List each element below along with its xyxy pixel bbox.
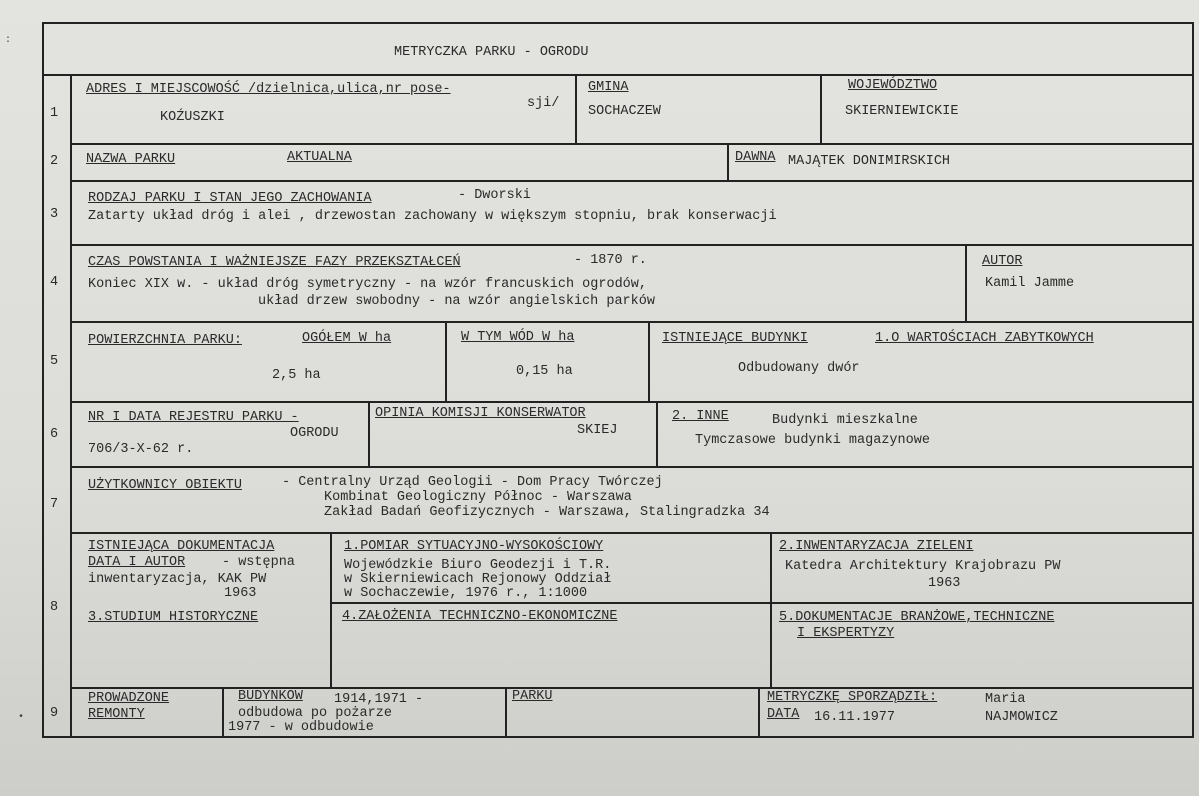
row-number-2: 2: [50, 154, 59, 169]
existing-buildings-label: ISTNIEJĄCE BUDYNKI: [662, 331, 808, 346]
prepared-by-value-2: NAJMOWICZ: [985, 710, 1058, 725]
former-name-value: MAJĄTEK DONIMIRSKICH: [788, 154, 951, 169]
address-label: ADRES I MIEJSCOWOŚĆ /dzielnica,ulica,nr pose-: [86, 82, 451, 97]
greenery-inventory-line-2: 1963: [928, 576, 961, 591]
documentation-label: ISTNIEJĄCA DOKUMENTACJA: [88, 539, 275, 554]
prepared-by-label: METRYCZKĘ SPORZĄDZIŁ:: [767, 690, 938, 705]
users-label: UŻYTKOWNICY OBIEKTU: [88, 478, 242, 493]
row-number-9: 9: [50, 706, 59, 721]
buildings-repairs-line-1: 1914,1971 -: [334, 692, 424, 707]
greenery-inventory-line-1: Katedra Architektury Krajobrazu PW: [785, 559, 1061, 574]
row-number-6: 6: [50, 427, 59, 442]
author-value: Kamil Jamme: [985, 276, 1075, 291]
historical-study-label: 3.STUDIUM HISTORYCZNE: [88, 610, 259, 625]
park-repairs-label: PARKU: [512, 689, 553, 704]
divider: [70, 401, 1194, 403]
divider: [330, 602, 1194, 604]
prepared-by-value-1: Maria: [985, 692, 1026, 707]
divider: [70, 532, 1194, 534]
conservator-opinion-label: OPINIA KOMISJI KONSERWATOR: [375, 406, 586, 421]
divider: [648, 321, 650, 401]
divider: [445, 321, 447, 401]
survey-line-1: Wojewódzkie Biuro Geodezji i T.R.: [344, 558, 612, 573]
row-number-8: 8: [50, 600, 59, 615]
divider: [70, 466, 1194, 468]
date-label: DATA: [767, 707, 800, 722]
voivodeship-value: SKIERNIEWICKIE: [845, 104, 959, 119]
form-title: METRYCZKA PARKU - OGRODU: [394, 45, 589, 60]
history-line-1: Koniec XIX w. - układ dróg symetryczny - na wzór francuskich ogrodów,: [88, 277, 647, 292]
buildings-repairs-label: BUDYNKÓW: [238, 689, 303, 704]
divider: [575, 74, 577, 143]
divider: [505, 687, 507, 738]
other-buildings-label: 2. INNE: [672, 409, 729, 424]
area-label: POWIERZCHNIA PARKU:: [88, 333, 242, 348]
divider: [70, 321, 1194, 323]
row-number-1: 1: [50, 106, 59, 121]
area-total-label: OGÓŁEM W ha: [302, 331, 392, 346]
row-number-3: 3: [50, 207, 59, 222]
register-label-continued: OGRODU: [290, 426, 339, 441]
divider: [70, 180, 1194, 182]
other-buildings-value-1: Budynki mieszkalne: [772, 413, 918, 428]
other-buildings-value-2: Tymczasowe budynki magazynowe: [695, 433, 930, 448]
voivodeship-label: WOJEWÓDZTWO: [848, 78, 938, 93]
divider: [330, 532, 332, 687]
creation-time-label: CZAS POWSTANIA I WAŻNIEJSZE FAZY PRZEKSZTAŁCEŃ: [88, 255, 461, 270]
gmina-value: SOCHACZEW: [588, 104, 661, 119]
date-author-label-tail: - wstępna: [222, 555, 295, 570]
documentation-value-1: inwentaryzacja, KAK PW: [88, 572, 267, 587]
author-label: AUTOR: [982, 254, 1023, 269]
divider: [770, 532, 772, 687]
historic-buildings-value: Odbudowany dwór: [738, 361, 860, 376]
repairs-label-2: REMONTY: [88, 707, 145, 722]
history-line-2: układ drzew swobodny - na wzór angielskich parków: [258, 294, 655, 309]
gmina-label: GMINA: [588, 80, 629, 95]
buildings-repairs-line-2: odbudowa po pożarze: [238, 706, 392, 721]
greenery-inventory-label: 2.INWENTARYZACJA ZIELENI: [779, 539, 974, 554]
historic-buildings-label: 1.O WARTOŚCIACH ZABYTKOWYCH: [875, 331, 1094, 346]
park-type-label: RODZAJ PARKU I STAN JEGO ZACHOWANIA: [88, 191, 372, 206]
divider: [368, 401, 370, 466]
park-type-value: - Dworski: [458, 188, 531, 203]
water-area-value: 0,15 ha: [516, 364, 573, 379]
users-line-2: Kombinat Geologiczny Północ - Warszawa: [324, 490, 632, 505]
row-number-5: 5: [50, 354, 59, 369]
paper-speck: •: [18, 712, 25, 723]
register-value: 706/3-X-62 r.: [88, 442, 194, 457]
divider: [758, 687, 760, 738]
divider: [727, 143, 729, 180]
area-value: 2,5 ha: [272, 368, 321, 383]
date-author-label: DATA I AUTOR: [88, 555, 186, 570]
number-column-line: [70, 74, 72, 738]
row-number-7: 7: [50, 497, 59, 512]
buildings-repairs-line-3: 1977 - w odbudowie: [228, 720, 374, 735]
users-line-1: - Centralny Urząd Geologii - Dom Pracy Twórczej: [282, 475, 663, 490]
address-value: KOŹUSZKI: [160, 110, 225, 125]
park-name-label: NAZWA PARKU: [86, 152, 176, 167]
branch-documentation-label-2: I EKSPERTYZY: [797, 626, 895, 641]
date-value: 16.11.1977: [814, 710, 896, 725]
repairs-label-1: PROWADZONE: [88, 691, 170, 706]
documentation-value-2: 1963: [224, 586, 257, 601]
water-area-label: W TYM WÓD W ha: [461, 330, 575, 345]
divider: [965, 244, 967, 321]
survey-label: 1.POMIAR SYTUACYJNO-WYSOKOŚCIOWY: [344, 539, 604, 554]
current-name-label: AKTUALNA: [287, 150, 352, 165]
former-name-label: DAWNA: [735, 150, 776, 165]
conservator-opinion-label-continued: SKIEJ: [577, 423, 618, 438]
form-frame: [42, 22, 1194, 738]
preservation-state-value: Zatarty układ dróg i alei , drzewostan zachowany w większym stopniu, brak konserwacji: [88, 209, 777, 224]
divider: [42, 74, 1194, 76]
technical-assumptions-label: 4.ZAŁOŻENIA TECHNICZNO-EKONOMICZNE: [342, 609, 618, 624]
users-line-3: Zakład Badań Geofizycznych - Warszawa, Stalingradzka 34: [324, 505, 770, 520]
survey-line-3: w Sochaczewie, 1976 r., 1:1000: [344, 586, 588, 601]
branch-documentation-label-1: 5.DOKUMENTACJE BRANŻOWE,TECHNICZNE: [779, 610, 1055, 625]
divider: [656, 401, 658, 466]
creation-time-value: - 1870 r.: [574, 253, 647, 268]
paper-speck: :: [5, 35, 12, 46]
divider: [70, 143, 1194, 145]
divider: [70, 244, 1194, 246]
address-label-continued: sji/: [527, 96, 560, 111]
divider: [820, 74, 822, 143]
register-label: NR I DATA REJESTRU PARKU -: [88, 410, 299, 425]
row-number-4: 4: [50, 275, 59, 290]
divider: [222, 687, 224, 738]
survey-line-2: w Skierniewicach Rejonowy Oddział: [344, 572, 612, 587]
